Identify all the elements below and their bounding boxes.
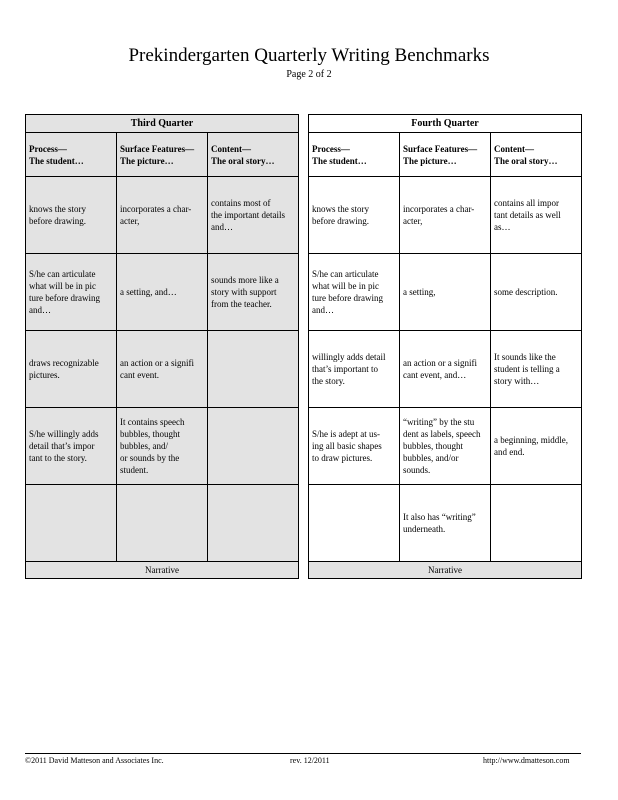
cell-text-line: and… <box>29 305 51 315</box>
cell-text-line: “writing” by the stu <box>403 417 475 427</box>
cell-text-line: and… <box>211 222 233 232</box>
cell-text-line: S/he is adept at us- <box>312 429 380 439</box>
process-cell <box>26 177 117 254</box>
header-line: The oral story… <box>211 155 275 166</box>
cell-text-line: a beginning, middle, <box>494 435 568 445</box>
table-row <box>309 254 582 331</box>
header-line: Content— <box>494 143 534 154</box>
column-header-content <box>491 133 582 177</box>
column-header-surface-features <box>400 133 491 177</box>
cell-text-line: that’s important to <box>312 364 378 374</box>
cell-text-line: the story. <box>312 376 345 386</box>
cell-text-line: student is telling a <box>494 364 560 374</box>
cell-text-line: contains all impor <box>494 198 559 208</box>
page-title: Prekindergarten Quarterly Writing Benchmarks <box>128 45 490 66</box>
cell-text-line: It also has “writing” <box>403 512 476 522</box>
cell-text-line: a setting, and… <box>120 287 177 297</box>
process-cell <box>309 177 400 254</box>
content-cell <box>491 254 582 331</box>
website-url: http://www.dmatteson.com <box>483 756 570 765</box>
cell-text-line: detail that’s impor <box>29 441 95 451</box>
cell-text-line: draws recognizable <box>29 358 99 368</box>
cell-text-line: tant details as well <box>494 210 561 220</box>
cell-text-line: contains most of <box>211 198 271 208</box>
third-quarter-table <box>25 114 299 579</box>
cell-text-line: an action or a signifi <box>120 358 194 368</box>
cell-text-line: to draw pictures. <box>312 453 373 463</box>
column-header-process <box>309 133 400 177</box>
cell-text-line: ture before drawing <box>312 293 383 303</box>
cell-text-line: sounds more like a <box>211 275 279 285</box>
cell-text-line: acter, <box>120 216 140 226</box>
cell-text-line: willingly adds detail <box>312 352 386 362</box>
surface-features-cell <box>400 408 491 485</box>
quarter-heading: Fourth Quarter <box>309 115 582 133</box>
content-cell <box>491 408 582 485</box>
cell-text-line: the important details <box>211 210 285 220</box>
column-header-row <box>26 133 299 177</box>
header-line: Process— <box>312 143 350 154</box>
table-row <box>26 254 299 331</box>
cell-text-line: story with… <box>494 376 540 386</box>
cell-text-line: a setting, <box>403 287 436 297</box>
cell-text-line: or sounds by the <box>120 453 180 463</box>
process-cell <box>309 331 400 408</box>
process-cell <box>26 485 117 562</box>
cell-text-line: underneath. <box>403 524 446 534</box>
surface-features-cell <box>117 177 208 254</box>
header-line: The student… <box>312 155 367 166</box>
cell-text-line: S/he can articulate <box>29 269 96 279</box>
header-line: The picture… <box>403 155 457 166</box>
content-cell <box>208 485 299 562</box>
table-row <box>309 177 582 254</box>
header-line: Content— <box>211 143 251 154</box>
cell-text-line: tant to the story. <box>29 453 87 463</box>
cell-text-line: S/he can articulate <box>312 269 379 279</box>
cell-text-line: cant event, and… <box>403 370 467 380</box>
cell-text-line: story with support <box>211 287 277 297</box>
table-row <box>309 408 582 485</box>
content-cell <box>208 408 299 485</box>
process-cell <box>26 254 117 331</box>
surface-features-cell <box>117 408 208 485</box>
quarter-heading: Third Quarter <box>26 115 299 133</box>
process-cell <box>26 408 117 485</box>
header-line: The oral story… <box>494 155 558 166</box>
cell-text-line: bubbles, thought <box>403 441 463 451</box>
cell-text-line: and… <box>312 305 334 315</box>
table-row <box>26 485 299 562</box>
header-line: Process— <box>29 143 67 154</box>
cell-text-line: ture before drawing <box>29 293 100 303</box>
cell-text-line: before drawing. <box>312 216 369 226</box>
fourth-quarter-table <box>308 114 582 579</box>
surface-features-cell <box>117 485 208 562</box>
table-row <box>26 331 299 408</box>
surface-features-cell <box>117 331 208 408</box>
cell-text-line: It contains speech <box>120 417 185 427</box>
cell-text-line: and end. <box>494 447 525 457</box>
cell-text-line: what will be in pic <box>312 281 379 291</box>
cell-text-line: S/he willingly adds <box>29 429 99 439</box>
column-header-row <box>309 133 582 177</box>
content-cell <box>491 331 582 408</box>
cell-text-line: sounds. <box>403 465 431 475</box>
process-cell <box>309 408 400 485</box>
cell-text-line: It sounds like the <box>494 352 556 362</box>
process-cell <box>309 254 400 331</box>
revision-text: rev. 12/2011 <box>290 756 330 765</box>
cell-text-line: bubbles, thought <box>120 429 180 439</box>
cell-text-line: dent as labels, speech <box>403 429 481 439</box>
cell-text-line: some description. <box>494 287 558 297</box>
table-row <box>309 331 582 408</box>
header-line: The picture… <box>120 155 174 166</box>
surface-features-cell <box>400 485 491 562</box>
narrative-label: Narrative <box>26 562 299 579</box>
cell-text-line: incorporates a char- <box>120 204 192 214</box>
cell-text-line: before drawing. <box>29 216 86 226</box>
process-cell <box>309 485 400 562</box>
cell-text-line: incorporates a char- <box>403 204 475 214</box>
cell-text-line: what will be in pic <box>29 281 96 291</box>
cell-text-line: ing all basic shapes <box>312 441 382 451</box>
surface-features-cell <box>400 331 491 408</box>
column-header-surface-features <box>117 133 208 177</box>
content-cell <box>491 485 582 562</box>
page-number: Page 2 of 2 <box>286 69 332 80</box>
cell-text-line: bubbles, and/ <box>120 441 168 451</box>
process-cell <box>26 331 117 408</box>
table-row <box>26 177 299 254</box>
column-header-process <box>26 133 117 177</box>
content-cell <box>491 177 582 254</box>
surface-features-cell <box>117 254 208 331</box>
copyright-text: ©2011 David Matteson and Associates Inc. <box>25 756 164 765</box>
cell-text-line: as… <box>494 222 511 232</box>
content-cell <box>208 254 299 331</box>
narrative-label: Narrative <box>309 562 582 579</box>
cell-text-line: bubbles, and/or <box>403 453 459 463</box>
cell-text-line: an action or a signifi <box>403 358 477 368</box>
header-line: The student… <box>29 155 84 166</box>
content-cell <box>208 331 299 408</box>
table-row <box>309 485 582 562</box>
footer-divider <box>25 753 581 754</box>
cell-text-line: knows the story <box>312 204 369 214</box>
cell-text-line: cant event. <box>120 370 159 380</box>
header-line: Surface Features— <box>120 143 195 154</box>
cell-text-line: knows the story <box>29 204 86 214</box>
surface-features-cell <box>400 177 491 254</box>
cell-text-line: student. <box>120 465 149 475</box>
surface-features-cell <box>400 254 491 331</box>
cell-text-line: acter, <box>403 216 423 226</box>
content-cell <box>208 177 299 254</box>
cell-text-line: from the teacher. <box>211 299 272 309</box>
table-row <box>26 408 299 485</box>
cell-text-line: pictures. <box>29 370 60 380</box>
column-header-content <box>208 133 299 177</box>
header-line: Surface Features— <box>403 143 478 154</box>
